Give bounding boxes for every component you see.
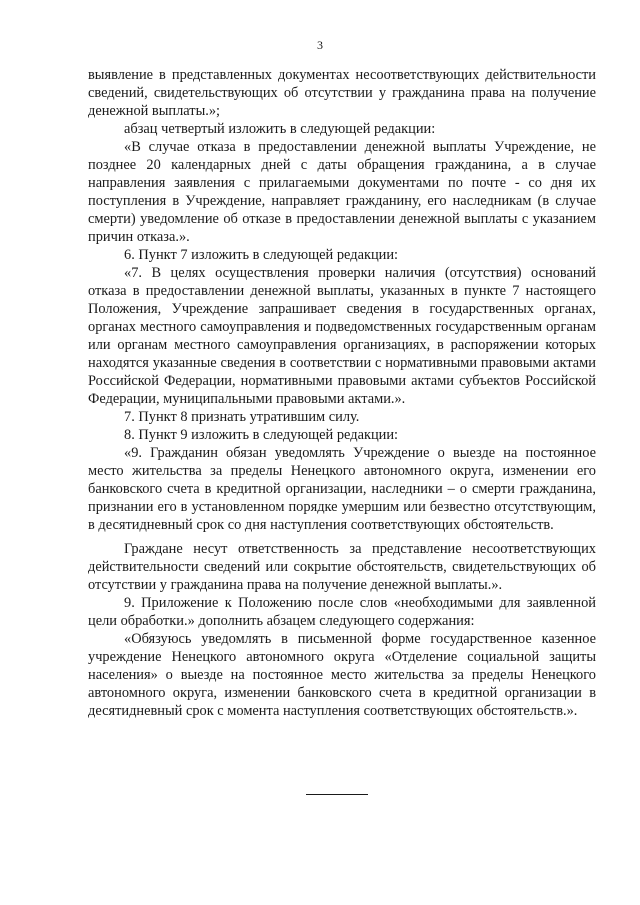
- paragraph-item-6: 6. Пункт 7 изложить в следующей редакции:: [124, 247, 399, 263]
- paragraph-obligation: «Обязуюсь уведомлять в письменной форме государственное казенное учреждение Ненецкого автономного округа «Отделение социальной защиты населения» о выезде на постоянное место жительства за пределы Ненецкого автономного округа, изменении банковского счета в кредитной организации в десятидневный срок с момента наступления соответствующих обстоятельств.».: [88, 631, 596, 719]
- paragraph-item-7: 7. Пункт 8 признать утратившим силу.: [124, 409, 360, 425]
- paragraph-clause-9: «9. Гражданин обязан уведомлять Учреждение о выезде на постоянное место жительства за пределы Ненецкого автономного округа, изменении его банковского счета в кредитной организации, наследники – о смерти гражданина, признании его в установленном порядке умершим или безвестно отсутствующим, в десятидневный срок со дня наступления соответствующих обстоятельств.: [88, 445, 596, 533]
- paragraph-amendment-instruction: абзац четвертый изложить в следующей редакции:: [124, 121, 436, 137]
- paragraph-clause-7: «7. В целях осуществления проверки наличия (отсутствия) оснований отказа в предоставлении денежной выплаты, указанных в пункте 7 настоящего Положения, Учреждение запрашивает сведения в государственных органах, органах местного самоуправления и подведомственных государственным органам или органам местного самоуправления организациях, в распоряжении которых находятся указанные сведения в соответствии с нормативными правовыми актами Российской Федерации, нормативными правовыми актами субъектов Российской Федерации, муниципальными правовыми актами.».: [88, 265, 596, 407]
- paragraph-item-9: 9. Приложение к Положению после слов «необходимыми для заявленной цели обработки.» дополнить абзацем следующего содержания:: [88, 595, 596, 629]
- paragraph-item-8: 8. Пункт 9 изложить в следующей редакции:: [124, 427, 399, 443]
- document-body: [88, 66, 596, 720]
- page-number: 3: [317, 38, 323, 52]
- paragraph-refusal-notice: «В случае отказа в предоставлении денежной выплаты Учреждение, не позднее 20 календарных дней с даты обращения гражданина, а в случае направления заявления с прилагаемыми документами по почте - со дня их поступления в Учреждение, направляет гражданину, его наследникам (в случае смерти) уведомление об отказе в предоставлении денежной выплаты с указанием причин отказа.».: [88, 139, 596, 245]
- paragraph-liability: Граждане несут ответственность за представление несоответствующих действительности сведений или сокрытие обстоятельств, свидетельствующих об отсутствии у гражданина права на получение денежной выплаты.».: [88, 541, 596, 593]
- paragraph-continuation: выявление в представленных документах несоответствующих действительности сведений, свидетельствующих об отсутствии у гражданина права на получение денежной выплаты.»;: [88, 67, 596, 119]
- closing-rule: [306, 794, 368, 795]
